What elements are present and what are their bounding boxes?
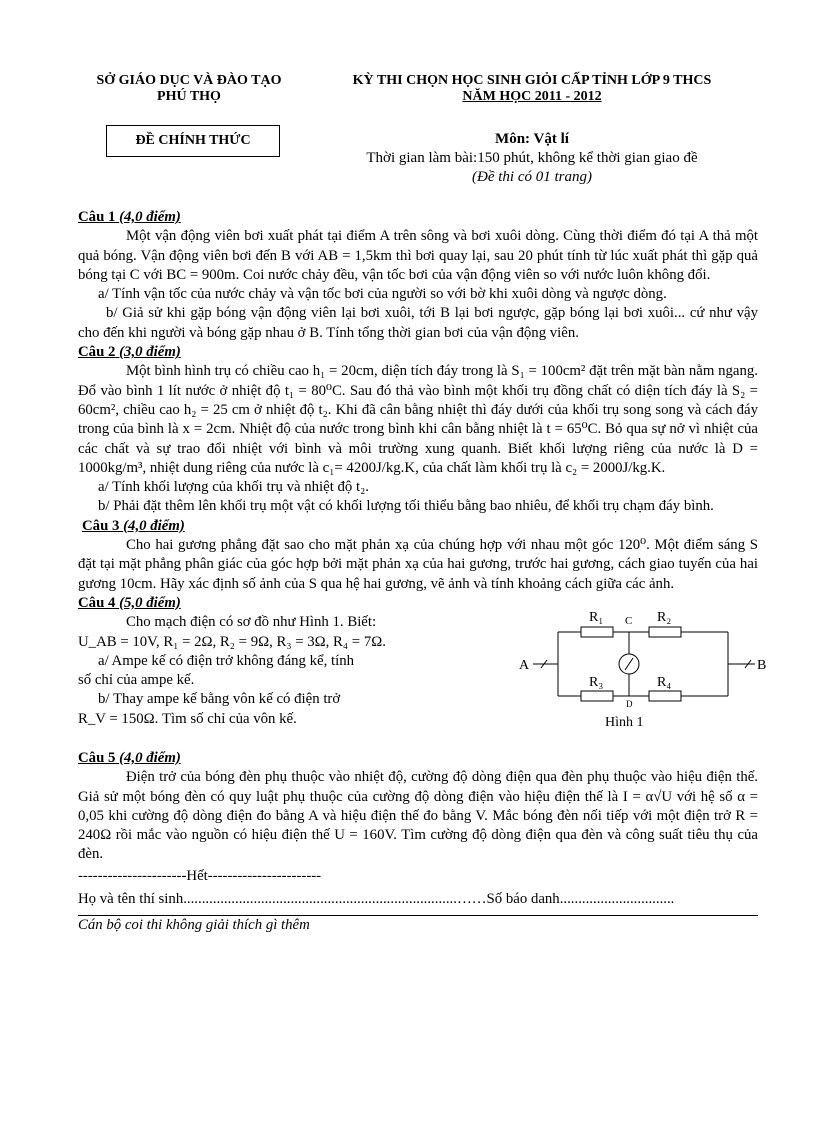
- question-4b: b/ Thay ampe kế bằng vôn kế có điện trở: [98, 691, 341, 708]
- question-3-text: Cho hai gương phẳng đặt sao cho mặt phản xạ của chúng hợp với nhau một góc 120⁰. Một điểm sáng S đặt tại mặt phẳng phân giác của góc hợp bởi mặt phản xạ của hai gương, trước hai gương, cách giao tuyến của hai gương 10cm. Hãy xác định số ảnh của S qua hệ hai gương, vẽ ảnh và tính khoảng cách giữa các ảnh.: [78, 537, 758, 592]
- official-badge: ĐỀ CHÍNH THỨC: [106, 125, 280, 157]
- question-4a-cont: số chỉ của ampe kế.: [78, 672, 195, 689]
- question-5-text: Điện trở của bóng đèn phụ thuộc vào nhiệt độ, cường độ dòng điện qua đèn phụ thuộc vào hiệu điện thế. Giả sử một bóng đèn có quy luật phụ thuộc của cường độ dòng điện vào hiệu điện thế là I = α√U với hệ số α = 0,05 khi cường độ dòng điện đo bằng A và hiệu điện thế đo bằng V. Mắc bóng đèn nối tiếp với một điện trở R = 240Ω rồi mắc vào nguồn có hiệu điện thế U = 160V. Tìm cường độ dòng điện qua đèn và công suất tiêu thụ của đèn.: [78, 769, 758, 863]
- resistor-r3: [581, 691, 613, 701]
- question-points: (4,0 điểm): [119, 749, 181, 766]
- question-label: Câu 1: [78, 209, 116, 225]
- circuit-figure: [503, 594, 803, 749]
- question-1a: a/ Tính vận tốc của nước chảy và vận tốc bơi của người so với bờ khi xuôi dòng và ngược dòng.: [98, 286, 667, 303]
- question-4b-cont: R_V = 150Ω. Tìm số chỉ của vôn kế.: [78, 710, 297, 727]
- question-2b: b/ Phải đặt thêm lên khối trụ một vật có khối lượng tối thiểu bằng bao nhiêu, để khối trụ chạm đáy bình.: [98, 498, 714, 515]
- department-name: SỞ GIÁO DỤC VÀ ĐÀO TẠO: [96, 73, 282, 88]
- question-4-values: U_AB = 10V, R₁ = 2Ω, R₂ = 9Ω, R₃ = 3Ω, R₄ = 7Ω.: [78, 633, 386, 650]
- question-2-heading: [78, 343, 758, 362]
- question-5-heading: [78, 749, 758, 768]
- question-4a: a/ Ampe kế có điện trở không đáng kể, tính: [98, 652, 355, 669]
- time-limit: Thời gian làm bài:150 phút, không kể thời gian giao đề: [366, 150, 698, 166]
- end-marker: ----------------------Hết-----------------------: [78, 867, 322, 884]
- label-r3: R₃: [589, 674, 604, 690]
- question-label: Câu 2: [78, 344, 116, 361]
- candidate-info-line: Họ và tên thí sinh..........................................................................……Số báo danh...............................: [78, 891, 675, 908]
- label-node-b: B: [757, 657, 767, 673]
- page-count: (Đề thi có 01 trang): [472, 169, 592, 185]
- question-1-heading: [78, 208, 758, 227]
- label-node-a: A: [519, 657, 530, 673]
- department-header: [78, 73, 300, 105]
- question-points: (3,0 điểm): [119, 344, 181, 361]
- label-r1: R₁: [589, 609, 604, 625]
- proctor-note: Cán bộ coi thi không giải thích gì thêm: [78, 917, 310, 934]
- question-label: Câu 4: [78, 594, 116, 611]
- question-4-text: [78, 594, 518, 729]
- label-r4: R₄: [657, 674, 672, 690]
- figure-caption: Hình 1: [605, 714, 644, 730]
- question-4-line: Cho mạch điện có sơ đồ như Hình 1. Biết:: [126, 614, 377, 631]
- subject-name: Môn: Vật lí: [495, 131, 569, 147]
- question-label: Câu 5: [78, 749, 116, 766]
- resistor-r2: [649, 627, 681, 637]
- question-4: [78, 594, 767, 749]
- question-3-heading: [78, 517, 758, 536]
- subject-block: [312, 130, 752, 187]
- label-r2: R₂: [657, 609, 672, 625]
- question-points: (5,0 điểm): [119, 594, 181, 611]
- label-node-d: D: [626, 698, 633, 709]
- question-1-text: Một vận động viên bơi xuất phát tại điểm A trên sông và bơi xuôi dòng. Cùng thời điểm đó tại A thả một quả bóng. Vận động viên bơi đến B với AB = 1,5km thì bơi quay lại, sau 20 phút tính từ lúc xuất phát thì gặp quả bóng tại C với BC = 900m. Coi nước chảy đều, vận tốc bơi của vận động viên so với nước luôn không đổi.: [78, 228, 758, 283]
- exam-body: [78, 208, 767, 936]
- question-points: (4,0 điểm): [123, 517, 185, 534]
- question-1b: b/ Giả sử khi gặp bóng vận động viên lại bơi xuôi, tới B lại bơi ngược, gặp bóng lại bơi xuôi... cứ như vậy cho đến khi người và bóng gặp nhau ở B. Tính tổng thời gian bơi của vận động viên.: [78, 305, 758, 341]
- question-4-heading: [78, 594, 518, 613]
- label-node-c: C: [625, 614, 633, 627]
- question-2-text: Một bình hình trụ có chiều cao h₁ = 20cm, diện tích đáy trong là S₁ = 100cm² đặt trên mặt bàn nằm ngang. Đổ vào bình 1 lít nước ở nhiệt độ t₁ = 80⁰C. Sau đó thả vào bình một khối trụ đồng chất có diện tích đáy là S₂ = 60cm², chiều cao h₂ = 25 cm ở nhiệt độ t₂. Khi đã cân bằng nhiệt thì đáy dưới của khối trụ song song và cách đáy trong của bình là x = 2cm. Nhiệt độ của nước trong bình khi cân bằng nhiệt là t = 65⁰C. Bỏ qua sự nở vì nhiệt của các chất và sự trao đổi nhiệt với bình và môi trường xung quanh. Biết khối lượng riêng của nước là D = 1000kg/m³, nhiệt dung riêng của nước là c₁= 4200J/kg.K, của chất làm khối trụ là c₂ = 2000J/kg.K.: [78, 363, 758, 476]
- resistor-r1: [581, 627, 613, 637]
- resistor-r4: [649, 691, 681, 701]
- school-year: NĂM HỌC 2011 - 2012: [462, 89, 602, 104]
- question-label: Câu 3: [82, 517, 120, 534]
- question-points: (4,0 điểm): [119, 209, 181, 225]
- exam-title: KỲ THI CHỌN HỌC SINH GIỎI CẤP TỈNH LỚP 9 THCS: [352, 73, 712, 88]
- exam-header: [312, 73, 752, 105]
- question-2a: a/ Tính khối lượng của khối trụ và nhiệt độ t₂.: [98, 479, 370, 496]
- province-name: PHÚ THỌ: [157, 89, 221, 104]
- circuit-diagram: [503, 594, 803, 749]
